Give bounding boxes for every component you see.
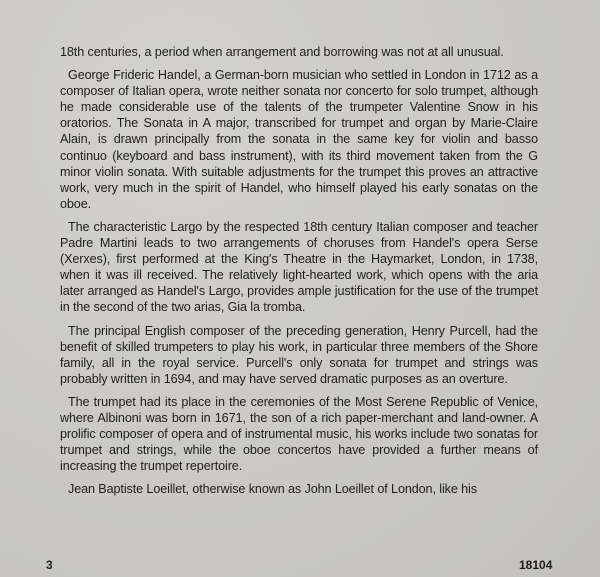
paragraph: The trumpet had its place in the ceremonies of the Most Serene Republic of Venice, where Albinoni was born in 1671, the son of a rich paper-merchant and land-owner. A prolific composer of opera and of instrumental music, his works include two sonatas for trumpet and strings, while the oboe concertos have provided a further means of increasing the trumpet repertoire.: [60, 394, 538, 474]
catalog-number: 18104: [519, 558, 553, 572]
page-number: 3: [46, 558, 53, 572]
paragraph: 18th centuries, a period when arrangement and borrowing was not at all unusual.: [60, 45, 504, 59]
paragraph: The principal English composer of the preceding generation, Henry Purcell, had the benefit of skilled trumpeters to play his work, in particular three members of the Shore family, all in the royal service. Purcell's only sonata for trumpet and strings was probably written in 1694, and may have served dramatic purposes as an overture.: [60, 323, 538, 386]
paragraph: Jean Baptiste Loeillet, otherwise known as John Loeillet of London, like his: [68, 482, 477, 497]
paragraph: The characteristic Largo by the respected 18th century Italian composer and teacher Padre Martini leads to two arrangements of choruses from Handel's opera Serse (Xerxes), first performed at the King's Theatre in the Haymarket, London, in 1738, when it was ill received. The relatively light-hearted work, which opens with the aria later arranged as Handel's Largo, provides ample justification for the use of the trumpet in the second of the two arias, Gia la tromba.: [60, 219, 538, 315]
body-text: [60, 44, 538, 504]
paragraph: George Frideric Handel, a German-born musician who settled in London in 1712 as a composer of Italian opera, wrote neither sonata nor concerto for solo trumpet, although he made considerable use of the talents of the trumpeter Valentine Snow in his oratorios. The Sonata in A major, transcribed for trumpet and organ by Marie-Claire Alain, is drawn principally from the sonata in the same key for violin and basso continuo (keyboard and bass instrument), with its third movement taken from the G minor violin sonata. With suitable adjustments for the trumpet this proves an attractive work, very much in the spirit of Handel, who himself played his early sonatas on the oboe.: [60, 68, 538, 211]
